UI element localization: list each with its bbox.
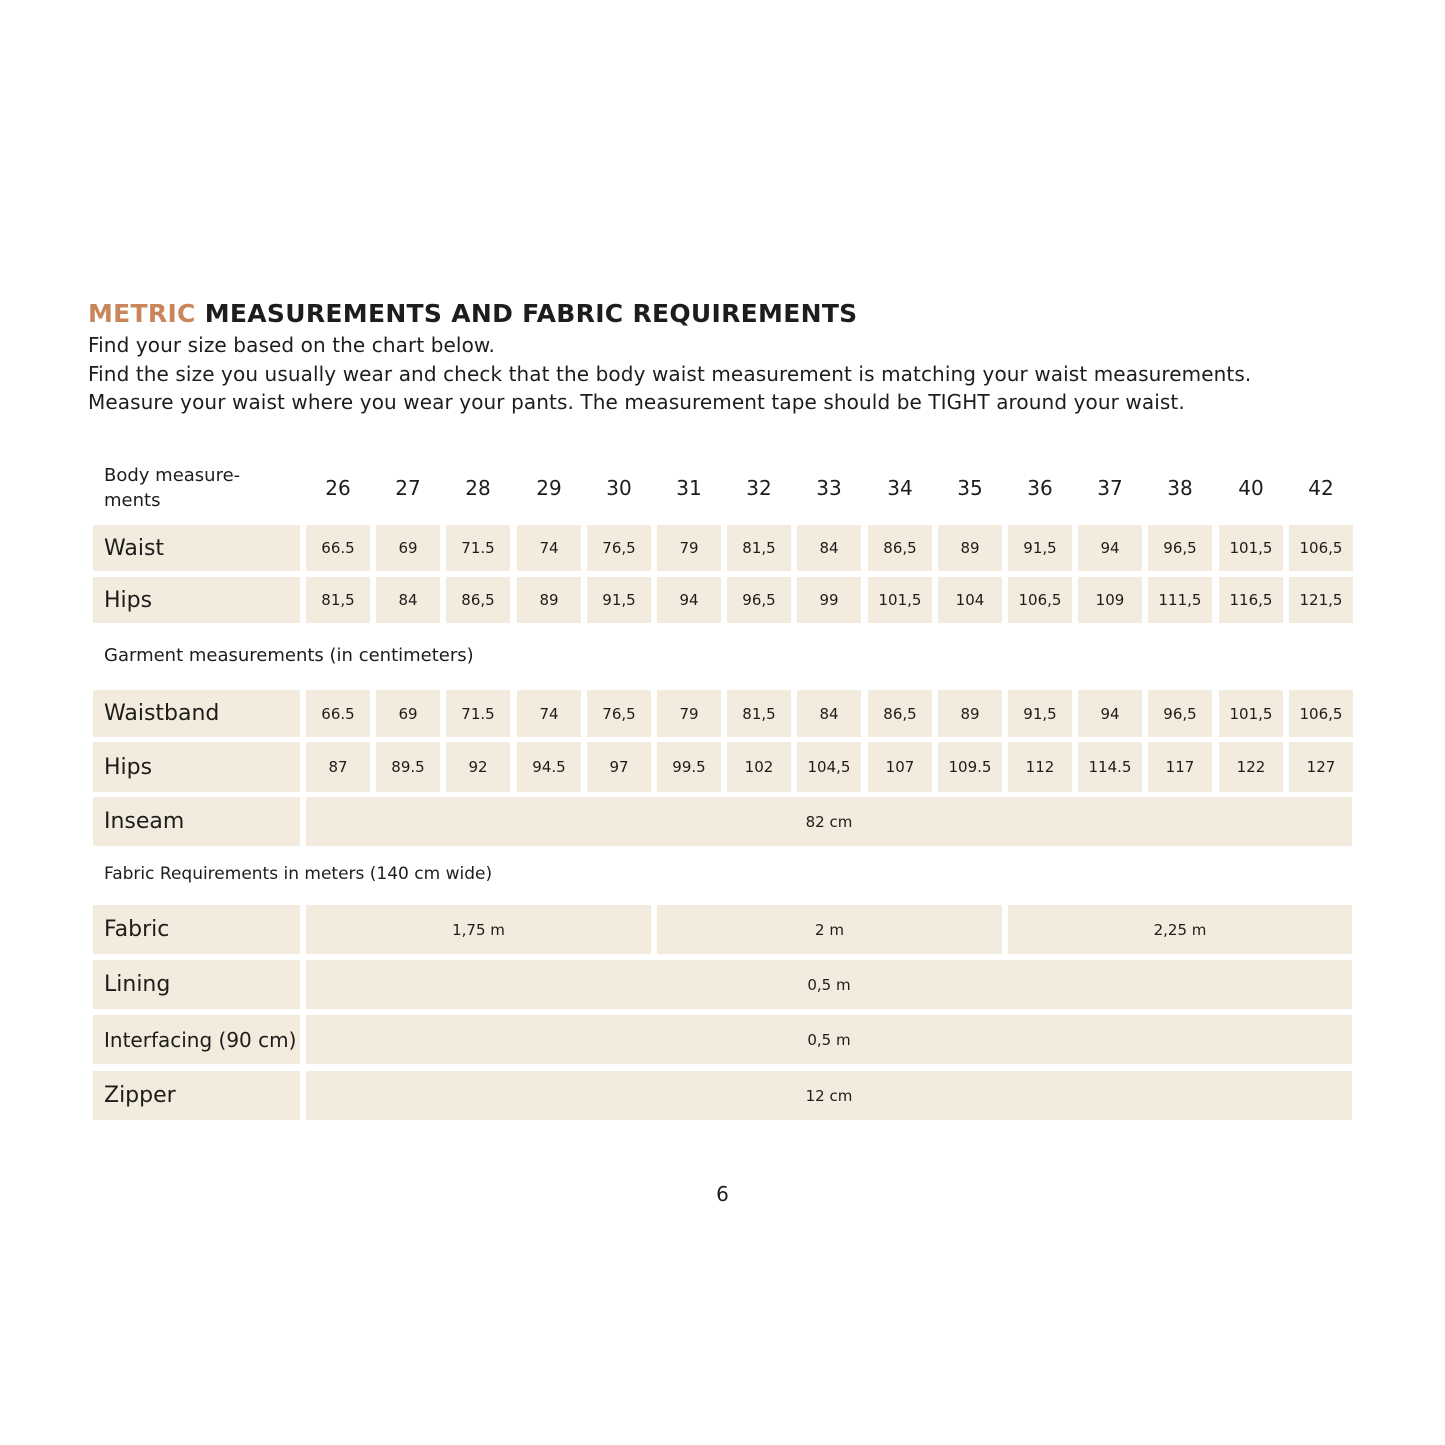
size-header: 27 [395,476,421,500]
body-hips-row-cell: 99 [797,577,861,623]
garment-hips-row-cell: 87 [306,742,370,792]
waistband-row-cell: 76,5 [587,690,651,737]
intro-line: Find your size based on the chart below. [88,333,495,357]
fabric-value: 2,25 m [1008,905,1352,954]
waist-row-cell: 106,5 [1289,525,1353,571]
waistband-row-cell: 66.5 [306,690,370,737]
garment-hips-row-label: Hips [93,742,300,792]
size-header: 29 [536,476,562,500]
fabric-value: 2 m [657,905,1002,954]
waistband-row-cell: 69 [376,690,440,737]
body-hips-row-cell: 111,5 [1148,577,1212,623]
waist-row-cell: 84 [797,525,861,571]
waistband-row-cell: 106,5 [1289,690,1353,737]
waist-row-cell: 79 [657,525,721,571]
fabric-section-label: Fabric Requirements in meters (140 cm wide) [104,864,493,884]
garment-hips-row-cell: 97 [587,742,651,792]
intro-text [88,331,1251,417]
waist-row-cell: 69 [376,525,440,571]
heading-accent: METRIC [88,299,196,328]
waist-row-cell: 94 [1078,525,1142,571]
size-header: 40 [1238,476,1264,500]
waistband-row-cell: 101,5 [1219,690,1283,737]
body-hips-row-cell: 121,5 [1289,577,1353,623]
body-hips-row-cell: 89 [517,577,581,623]
size-header: 32 [746,476,772,500]
waist-row-cell: 74 [517,525,581,571]
size-header: 33 [816,476,842,500]
garment-hips-row-cell: 109.5 [938,742,1002,792]
size-header: 26 [325,476,351,500]
page-number: 6 [716,1182,729,1206]
body-hips-row-cell: 84 [376,577,440,623]
garment-hips-row-cell: 107 [868,742,932,792]
garment-hips-row-cell: 112 [1008,742,1072,792]
waistband-row-cell: 89 [938,690,1002,737]
garment-hips-row-cell: 122 [1219,742,1283,792]
waist-row-cell: 76,5 [587,525,651,571]
garment-hips-row-cell: 114.5 [1078,742,1142,792]
waist-row-cell: 71.5 [446,525,510,571]
waistband-row-cell: 94 [1078,690,1142,737]
size-header: 31 [676,476,702,500]
garment-hips-row-cell: 89.5 [376,742,440,792]
body-hips-row-cell: 104 [938,577,1002,623]
garment-hips-row-cell: 94.5 [517,742,581,792]
body-hips-row-cell: 116,5 [1219,577,1283,623]
waistband-row-cell: 79 [657,690,721,737]
waistband-row-cell: 81,5 [727,690,791,737]
body-measurements-header [104,463,294,513]
intro-line: Find the size you usually wear and check that the body waist measurement is matching your waist measurements. [88,361,1252,386]
fabric-label: Fabric [93,905,300,954]
garment-hips-row-cell: 99.5 [657,742,721,792]
garment-hips-row-cell: 117 [1148,742,1212,792]
waistband-row-cell: 96,5 [1148,690,1212,737]
zipper-label: Zipper [93,1071,300,1120]
size-header: 38 [1167,476,1193,500]
size-header: 35 [957,476,983,500]
waist-row-cell: 91,5 [1008,525,1072,571]
garment-hips-row-cell: 104,5 [797,742,861,792]
waist-row-cell: 86,5 [868,525,932,571]
waist-row-cell: 101,5 [1219,525,1283,571]
size-header: 28 [465,476,491,500]
lining-value: 0,5 m [306,960,1352,1009]
body-hips-row-cell: 86,5 [446,577,510,623]
fabric-value: 1,75 m [306,905,651,954]
body-hips-row-cell: 109 [1078,577,1142,623]
body-hips-row-cell: 81,5 [306,577,370,623]
waistband-row-cell: 91,5 [1008,690,1072,737]
body-hips-row-cell: 101,5 [868,577,932,623]
waist-row-cell: 66.5 [306,525,370,571]
body-hips-row-cell: 106,5 [1008,577,1072,623]
waist-row-label: Waist [93,525,300,571]
waist-row-cell: 89 [938,525,1002,571]
intro-line: Measure your waist where you wear your pants. The measurement tape should be TIGHT around your waist. [88,390,1185,414]
waistband-row-cell: 71.5 [446,690,510,737]
interfacing-label: Interfacing (90 cm) [93,1015,300,1064]
body-hips-row-label: Hips [93,577,300,623]
body-hips-row-cell: 96,5 [727,577,791,623]
waist-row-cell: 81,5 [727,525,791,571]
waist-row-cell: 96,5 [1148,525,1212,571]
body-header-line: ments [104,490,161,511]
garment-hips-row-cell: 92 [446,742,510,792]
heading-rest: MEASUREMENTS AND FABRIC REQUIREMENTS [195,299,858,328]
page-heading [88,298,858,330]
size-header: 30 [606,476,632,500]
waistband-row-cell: 86,5 [868,690,932,737]
garment-section-label: Garment measurements (in centimeters) [104,645,474,666]
garment-hips-row-cell: 127 [1289,742,1353,792]
zipper-value: 12 cm [306,1071,1352,1120]
size-header: 36 [1027,476,1053,500]
lining-label: Lining [93,960,300,1009]
body-hips-row-cell: 91,5 [587,577,651,623]
inseam-value: 82 cm [306,797,1352,846]
waistband-row-label: Waistband [93,690,300,737]
garment-hips-row-cell: 102 [727,742,791,792]
body-hips-row-cell: 94 [657,577,721,623]
size-header: 37 [1097,476,1123,500]
waistband-row-cell: 84 [797,690,861,737]
size-header: 34 [887,476,913,500]
waistband-row-cell: 74 [517,690,581,737]
inseam-label: Inseam [93,797,300,846]
body-header-line: Body measure- [104,465,241,486]
interfacing-value: 0,5 m [306,1015,1352,1064]
size-header: 42 [1308,476,1334,500]
